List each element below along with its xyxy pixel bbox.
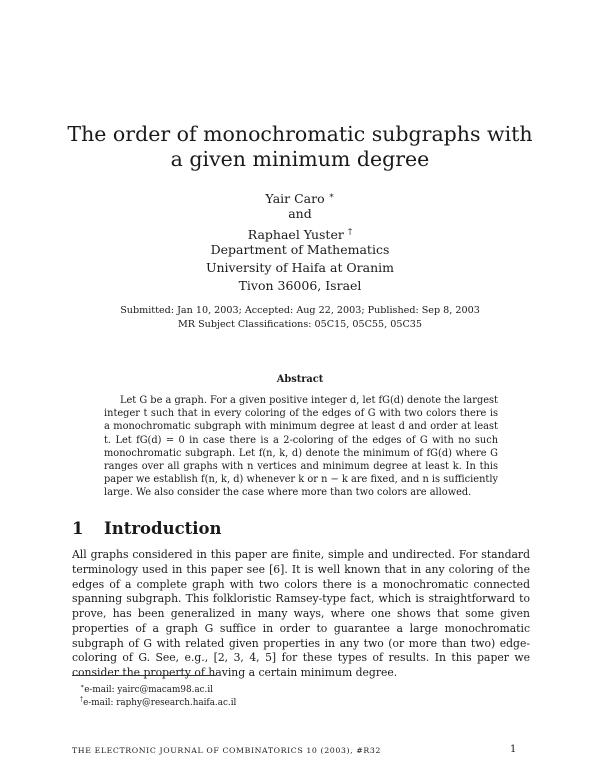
- footnote-divider: [72, 675, 216, 676]
- submission-dates: Submitted: Jan 10, 2003; Accepted: Aug 22, 2003; Published: Sep 8, 2003: [120, 305, 480, 316]
- affiliation-department: Department of Mathematics: [210, 242, 390, 257]
- author-name-caro: Yair Caro: [265, 191, 325, 207]
- page-number: 1: [510, 744, 517, 755]
- author-conjunction: and: [288, 206, 312, 221]
- section-title: Introduction: [104, 519, 222, 538]
- footnote-email-1: e-mail: yairc@macam98.ac.il: [84, 684, 213, 695]
- footnote-email-2: e-mail: raphy@research.haifa.ac.il: [83, 697, 237, 708]
- footnote-mark-1: ∗: [80, 683, 85, 690]
- affiliation-university: University of Haifa at Oranim: [205, 260, 395, 275]
- author-name-yuster: Raphael Yuster: [247, 227, 344, 243]
- author-footnote-mark-2: †: [347, 227, 353, 237]
- introduction-paragraph: All graphs considered in this paper are finite, simple and undirected. For standard terminology used in this paper see [6]. It is well known that in any coloring of the edges of a complete graph with two colors there is a monochromatic connected spanning subgraph. This folkloristic Ramsey-type fact, which is straightforward to prove, has been generalized in many ways, where one shows that some given properties of a graph G suffice in order to guarantee a large monochromatic subgraph of G with related given properties in any two (or more than two) edge-coloring of G. See, e.g., [2, 3, 4, 5] for these types of results. In this paper we consider the property of having a certain minimum degree.: [72, 548, 530, 679]
- paper-title: The order of monochromatic subgraphs with a given minimum degree: [67, 122, 533, 171]
- author-footnote-mark-1: ∗: [328, 191, 335, 201]
- abstract-text: Let G be a graph. For a given positive integer d, let fG(d) denote the largest integer t such that in every coloring of the edges of G with two colors there is a monochromatic subgraph with minimum degree at least d and order at least t. Let fG(d) = 0 in case there is a 2-coloring of the edges of G with no such monochromatic subgraph. Let f(n, k, d) denote the minimum of fG(d) where G ranges over all graphs with n vertices and minimum degree at least k. In this paper we establish f(n, k, d) whenever k or n − k are fixed, and n is sufficiently large. We also consider the case where more than two colors are allowed.: [104, 395, 498, 499]
- subject-classification: MR Subject Classifications: 05C15, 05C55, 05C35: [177, 319, 422, 330]
- abstract-heading: Abstract: [276, 374, 324, 385]
- footnote-mark-2: †: [80, 696, 84, 703]
- affiliation-city: Tivon 36006, Israel: [238, 278, 362, 293]
- journal-footer: THE ELECTRONIC JOURNAL OF COMBINATORICS 10 (2003), #R32: [72, 746, 381, 755]
- section-number: 1: [72, 519, 84, 538]
- section-heading: [72, 519, 222, 538]
- footnote-2: [80, 694, 236, 709]
